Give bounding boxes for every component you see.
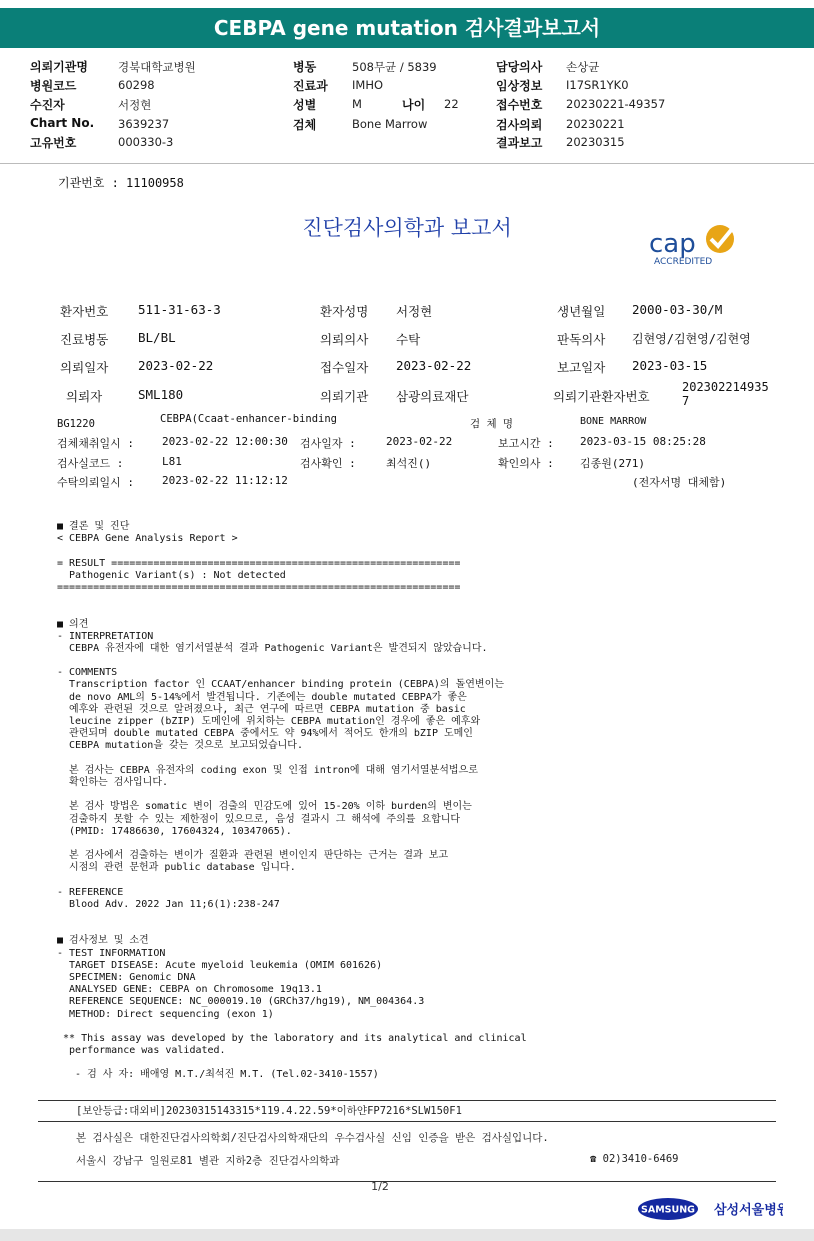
patient-label: 판독의사 [557, 332, 606, 347]
body-line: - TEST INFORMATION [57, 947, 166, 959]
cap-accredited-text: ACCREDITED [654, 257, 713, 267]
header-value: 서정현 [118, 98, 152, 112]
body-line: 예후와 관련된 것으로 알려졌으나, 최근 연구에 따르면 CEBPA mutation 중 basic [57, 703, 466, 715]
patient-value: 삼광의료재단 [396, 389, 469, 404]
body-line [57, 923, 527, 935]
footer-divider [38, 1121, 776, 1122]
page-number: 1/2 [371, 1180, 389, 1193]
test-row-value: 김종원(271) [580, 457, 645, 470]
lab-phone: ☎ 02)3410-6469 [590, 1153, 679, 1165]
body-line [57, 1057, 527, 1069]
body-line: ■ 검사정보 및 소견 [57, 935, 149, 947]
certification-note: 본 검사실은 대한진단검사의학회/진단검사의학재단의 우수검사실 신임 인증을 받은 검사실입니다. [76, 1132, 549, 1144]
header-value: IMHO [352, 78, 384, 92]
body-line [57, 594, 527, 606]
test-row-value: 최석진() [386, 457, 432, 470]
header-value: 20230315 [566, 135, 625, 149]
body-line [57, 753, 527, 765]
body-line [57, 606, 527, 618]
report-footer [38, 1100, 776, 1182]
patient-value: 서정현 [396, 304, 433, 319]
header-label: 성별 [293, 98, 317, 112]
header-label: 결과보고 [496, 136, 543, 150]
patient-label: 접수일자 [320, 360, 369, 375]
header-value: M [352, 97, 362, 111]
test-row-label: 수탁의뢰일시 : [57, 476, 135, 489]
patient-label: 환자성명 [320, 304, 369, 319]
test-name: CEBPA(Ccaat-enhancer-binding [160, 413, 338, 425]
header-value: 60298 [118, 78, 155, 92]
body-line: de novo AML의 5-14%에서 발견됩니다. 기존에는 double mutated CEBPA가 좋은 [57, 691, 467, 703]
test-row-label: 검체채취일시 : [57, 437, 135, 450]
body-line: - 검 사 자: 배애영 M.T./최석진 M.T. (Tel.02-3410-1557) [57, 1069, 379, 1081]
patient-value: 수탁 [396, 332, 421, 347]
header-value: 손상균 [566, 60, 600, 74]
body-line: - INTERPRETATION [57, 630, 154, 642]
header-label: 병동 [293, 60, 317, 74]
body-line [57, 838, 527, 850]
body-line: ■ 의견 [57, 618, 89, 630]
test-row-value: 2023-02-22 11:12:12 [162, 474, 288, 487]
patient-value: 2023-02-22 [138, 358, 214, 373]
test-code: BG1220 [57, 418, 95, 430]
header-value: Bone Marrow [352, 117, 428, 131]
header-value: 경북대학교병원 [118, 60, 196, 74]
body-line: - COMMENTS [57, 667, 118, 679]
body-line: ** This assay was developed by the laboratory and its analytical and clinical [57, 1032, 527, 1044]
patient-value: 김현영/김현영/김현영 [632, 332, 751, 346]
body-line: 본 검사 방법은 somatic 변이 검출의 민감도에 있어 15-20% 이하 burden의 변이는 [57, 801, 472, 813]
body-line: =================================================================== [57, 581, 461, 593]
test-row-label: 검사일자 : [300, 437, 356, 450]
patient-label: 생년월일 [557, 304, 606, 319]
header-label: 검체 [293, 118, 317, 132]
test-row-label: 확인의사 : [498, 457, 554, 470]
body-line: 본 검사는 CEBPA 유전자의 coding exon 및 인접 intron에 대해 염기서열분석법으로 [57, 764, 478, 776]
body-line: CEBPA 유전자에 대한 염기서열분석 결과 Pathogenic Variant은 발견되지 않았습니다. [57, 642, 488, 654]
header-value: 3639237 [118, 117, 170, 131]
patient-value: 2000-03-30/M [632, 302, 723, 317]
body-line: ANALYSED GENE: CEBPA on Chromosome 19q13.1 [57, 984, 322, 996]
cap-accredited-logo [648, 223, 748, 269]
body-line: performance was validated. [57, 1045, 226, 1057]
body-line: - REFERENCE [57, 886, 124, 898]
body-line: TARGET DISEASE: Acute myeloid leukemia (OMIM 601626) [57, 959, 383, 971]
header-value: 20230221-49357 [566, 97, 666, 111]
patient-value: SML180 [138, 387, 184, 402]
body-line: REFERENCE SEQUENCE: NC_000019.10 (GRCh37/hg19), NM_004364.3 [57, 996, 425, 1008]
security-line: [보안등급:대외비]20230315143315*119.4.22.59*이하얀FP7216*SLW150F1 [76, 1105, 462, 1117]
header-value: 22 [444, 97, 459, 111]
test-row-value: 2023-03-15 08:25:28 [580, 435, 706, 448]
patient-label: 환자번호 [60, 304, 109, 319]
patient-value: BL/BL [138, 330, 176, 345]
cap-text: cap [649, 229, 696, 259]
test-row-label: 검사확인 : [300, 457, 356, 470]
specimen-label: 검 체 명 [470, 418, 514, 430]
hospital-name-text: 삼성서울병원 [714, 1203, 783, 1218]
report-title: 진단검사의학과 보고서 [302, 216, 512, 240]
institution-number: 기관번호 : 11100958 [58, 176, 184, 190]
patient-value: 511-31-63-3 [138, 302, 221, 317]
patient-label: 의뢰의사 [320, 332, 369, 347]
header-label: 임상정보 [496, 79, 543, 93]
body-line [57, 545, 527, 557]
body-line: CEBPA mutation을 갖는 것으로 보고되었습니다. [57, 740, 303, 752]
samsung-logo-graphic [638, 1196, 783, 1222]
patient-value: 2023-03-15 [632, 358, 708, 373]
header-label: 담당의사 [496, 60, 543, 74]
cap-logo-graphic [648, 223, 748, 269]
patient-value-continued: 7 [682, 394, 690, 408]
patient-value: 202302214935 [682, 380, 769, 394]
test-row-label: 보고시간 : [498, 437, 554, 450]
body-line: = RESULT ========================================================== [57, 557, 461, 569]
body-line: 관련되며 double mutated CEBPA 중에서도 약 94%에서 적어도 한개의 bZIP 도메인 [57, 728, 473, 740]
body-line: SPECIMEN: Genomic DNA [57, 971, 196, 983]
body-line: Transcription factor 인 CCAAT/enhancer binding protein (CEBPA)의 돌연변이는 [57, 679, 504, 691]
header-label: 진료과 [293, 79, 328, 93]
body-line: (PMID: 17486630, 17604324, 10347065). [57, 825, 292, 837]
samsung-brand-text: SAMSUNG [641, 1204, 695, 1216]
header-label: 수진자 [30, 98, 65, 112]
patient-label: 의뢰기관환자번호 [553, 389, 650, 404]
body-line [57, 1021, 527, 1033]
header-info-grid [0, 54, 814, 154]
report-body [57, 521, 527, 1082]
report-banner-title: CEBPA gene mutation 검사결과보고서 [0, 8, 814, 48]
patient-value: 2023-02-22 [396, 358, 472, 373]
patient-label: 보고일자 [557, 360, 606, 375]
header-label: 접수번호 [496, 98, 543, 112]
test-row-value: 2023-02-22 [386, 435, 453, 448]
body-line [57, 874, 527, 886]
body-line: Pathogenic Variant(s) : Not detected [57, 569, 286, 581]
body-line [57, 911, 527, 923]
header-label: 의뢰기관명 [30, 60, 88, 74]
body-line: 확인하는 검사입니다. [57, 776, 169, 788]
body-line: 검출하지 못할 수 있는 제한점이 있으므로, 음성 결과시 그 해석에 주의를 요합니다 [57, 813, 461, 825]
body-line [57, 655, 527, 667]
header-label: 병원코드 [30, 79, 77, 93]
patient-label: 의뢰자 [66, 389, 103, 404]
page-bottom-band [0, 1229, 814, 1241]
header-value: 000330-3 [118, 135, 174, 149]
body-line: ■ 결론 및 진단 [57, 521, 130, 532]
patient-label: 의뢰일자 [60, 360, 109, 375]
header-label: 검사의뢰 [496, 118, 543, 132]
body-line: 시점의 관련 문헌과 public database 입니다. [57, 862, 296, 874]
body-line: < CEBPA Gene Analysis Report > [57, 533, 238, 545]
header-label: 나이 [402, 98, 426, 112]
body-line: 본 검사에서 검출하는 변이가 질환과 관련된 변이인지 판단하는 근거는 결과 보고 [57, 850, 449, 862]
test-row-value: L81 [162, 455, 182, 468]
electronic-signature-note: (전자서명 대체함) [632, 476, 727, 489]
lab-address: 서울시 강남구 일원로81 별관 지하2층 진단검사의학과 [76, 1155, 340, 1167]
body-line: METHOD: Direct sequencing (exon 1) [57, 1008, 274, 1020]
header-label: Chart No. [30, 116, 95, 130]
body-line [57, 789, 527, 801]
header-divider [0, 163, 814, 164]
header-value: 20230221 [566, 117, 625, 131]
samsung-hospital-logo [638, 1196, 783, 1222]
specimen-value: BONE MARROW [580, 416, 647, 427]
patient-label: 진료병동 [60, 332, 109, 347]
header-label: 고유번호 [30, 136, 77, 150]
test-row-value: 2023-02-22 12:00:30 [162, 435, 288, 448]
body-line: Blood Adv. 2022 Jan 11;6(1):238-247 [57, 898, 280, 910]
body-line: leucine zipper (bZIP) 도메인에 위치하는 CEBPA mutation인 경우에 좋은 예후와 [57, 716, 481, 727]
header-value: 508무균 / 5839 [352, 60, 437, 74]
test-row-label: 검사실코드 : [57, 457, 124, 470]
header-value: I17SR1YK0 [566, 78, 629, 92]
patient-label: 의뢰기관 [320, 389, 369, 404]
